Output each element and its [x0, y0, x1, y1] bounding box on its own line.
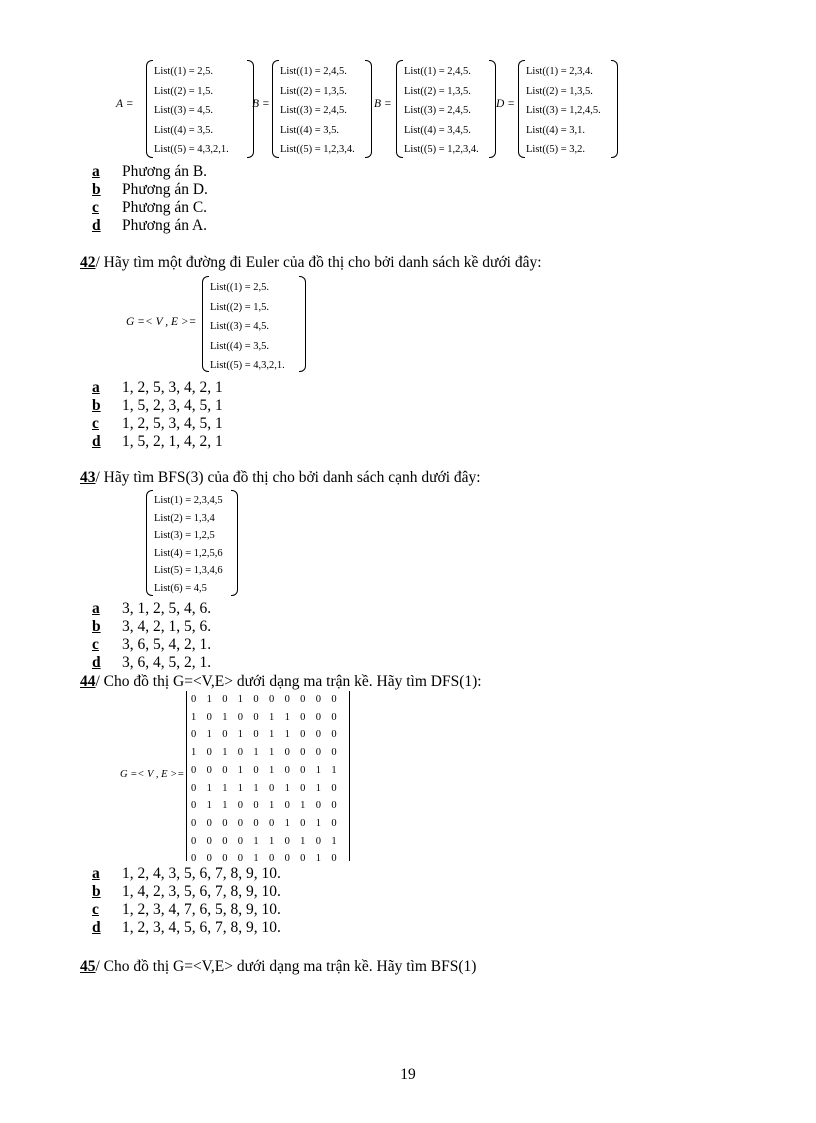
matrix-cell: 0 — [284, 694, 290, 705]
matrix-cell: 0 — [284, 747, 290, 759]
q42-option-c[interactable]: c 1, 2, 5, 3, 4, 5, 1 — [92, 415, 223, 432]
matrix-cell: 0 — [206, 817, 212, 829]
q41-option-c[interactable]: c Phương án C. — [92, 199, 208, 216]
set-c-row: List((1) = 2,4,5. — [404, 66, 471, 77]
matrix-cell: 1 — [331, 835, 337, 847]
matrix-cell: 0 — [253, 817, 259, 829]
q45-question: 45/ Cho đồ thị G=<V,E> dưới dạng ma trận kề. Hãy tìm BFS(1) — [80, 958, 477, 975]
matrix-cell: 1 — [222, 800, 228, 812]
q43-option-a[interactable]: a 3, 1, 2, 5, 4, 6. — [92, 600, 212, 617]
matrix-cell: 0 — [237, 800, 244, 812]
matrix-cell: 1 — [222, 782, 228, 794]
matrix-cell: 0 — [206, 711, 212, 723]
q43-row: List(4) = 1,2,5,6 — [154, 547, 223, 559]
q44-question: 44/ Cho đồ thị G=<V,E> dưới dạng ma trận kề. Hãy tìm DFS(1): — [80, 673, 482, 690]
matrix-cell: 1 — [253, 853, 259, 865]
matrix-cell: 0 — [268, 817, 275, 829]
set-d-row: List((3) = 1,2,4,5. — [526, 105, 601, 116]
matrix-cell: 0 — [300, 782, 306, 794]
q41-option-d[interactable]: d Phương án A. — [92, 217, 208, 234]
set-d-row: List((1) = 2,3,4. — [526, 66, 593, 77]
matrix-cell: 1 — [315, 782, 321, 794]
set-a — [146, 60, 254, 158]
q42-row: List((4) = 3,5. — [210, 340, 269, 352]
matrix-cell: 0 — [315, 694, 321, 705]
q42-adjacency-list — [202, 276, 306, 372]
set-d — [518, 60, 618, 158]
matrix-cell: 1 — [268, 747, 275, 759]
matrix-cell: 1 — [268, 764, 275, 776]
matrix-cell: 1 — [253, 782, 259, 794]
matrix-row — [191, 833, 349, 851]
matrix-cell: 0 — [268, 694, 275, 705]
matrix-cell: 0 — [191, 782, 197, 794]
q42-row: List((5) = 4,3,2,1. — [210, 360, 285, 371]
matrix-cell: 0 — [331, 711, 337, 723]
matrix-row — [191, 797, 349, 815]
matrix-cell: 0 — [300, 764, 306, 776]
matrix-cell: 1 — [206, 729, 212, 741]
matrix-cell: 0 — [222, 835, 228, 847]
matrix-cell: 0 — [237, 747, 244, 759]
matrix-row — [191, 762, 349, 780]
set-a-row: List((1) = 2,5. — [154, 66, 213, 77]
matrix-cell: 0 — [237, 817, 244, 829]
matrix-cell: 1 — [222, 747, 228, 759]
q43-row: List(1) = 2,3,4,5 — [154, 495, 223, 506]
q42-option-d[interactable]: d 1, 5, 2, 1, 4, 2, 1 — [92, 433, 223, 450]
matrix-cell: 0 — [300, 694, 306, 705]
matrix-row — [191, 691, 349, 709]
matrix-cell: 0 — [284, 835, 290, 847]
matrix-cell: 1 — [268, 729, 275, 741]
q42-option-b[interactable]: b 1, 5, 2, 3, 4, 5, 1 — [92, 397, 223, 414]
q43-row: List(2) = 1,3,4 — [154, 512, 215, 524]
matrix-cell: 0 — [331, 853, 337, 865]
set-b — [272, 60, 372, 158]
matrix-cell: 0 — [191, 835, 197, 847]
set-c-row: List((3) = 2,4,5. — [404, 105, 471, 116]
matrix-cell: 0 — [300, 853, 306, 865]
q42-row: List((3) = 4,5. — [210, 321, 269, 332]
matrix-cell: 0 — [253, 800, 259, 812]
q43-question: 43/ Hãy tìm BFS(3) của đồ thị cho bởi danh sách cạnh dưới đây: — [80, 469, 481, 486]
matrix-cell: 0 — [300, 747, 306, 759]
matrix-cell: 0 — [268, 782, 275, 794]
set-b-row: List((1) = 2,4,5. — [280, 66, 347, 77]
matrix-cell: 1 — [268, 800, 275, 812]
matrix-cell: 1 — [237, 782, 244, 794]
q43-option-c[interactable]: c 3, 6, 5, 4, 2, 1. — [92, 636, 212, 653]
matrix-row — [191, 726, 349, 744]
matrix-cell: 1 — [284, 711, 290, 723]
matrix-cell: 1 — [315, 817, 321, 829]
matrix-cell: 0 — [331, 817, 337, 829]
set-c — [396, 60, 496, 158]
q41-option-b[interactable]: b Phương án D. — [92, 181, 208, 198]
matrix-cell: 0 — [237, 711, 244, 723]
set-a-row: List((3) = 4,5. — [154, 105, 213, 116]
set-a-row: List((4) = 3,5. — [154, 124, 213, 136]
matrix-cell: 0 — [300, 817, 306, 829]
matrix-cell: 0 — [268, 853, 275, 865]
q43-edge-list — [146, 490, 238, 596]
q44-adjacency-matrix — [186, 691, 350, 865]
set-c-row: List((5) = 1,2,3,4. — [404, 144, 479, 155]
matrix-cell: 1 — [300, 835, 306, 847]
page-number: 19 — [400, 1066, 416, 1083]
set-a-row: List((5) = 4,3,2,1. — [154, 144, 229, 155]
set-label-d: D = — [496, 98, 515, 110]
set-b-row: List((5) = 1,2,3,4. — [280, 144, 355, 155]
matrix-cell: 1 — [222, 711, 228, 723]
matrix-cell: 0 — [315, 800, 321, 812]
matrix-cell: 1 — [237, 764, 244, 776]
matrix-cell: 0 — [315, 729, 321, 741]
matrix-cell: 0 — [331, 782, 337, 794]
matrix-cell: 0 — [300, 711, 306, 723]
matrix-cell: 0 — [253, 694, 259, 705]
matrix-cell: 1 — [237, 694, 244, 705]
q44-option-d[interactable]: d 1, 2, 3, 4, 5, 6, 7, 8, 9, 10. — [92, 919, 281, 936]
matrix-cell: 0 — [206, 835, 212, 847]
q44-option-a[interactable]: a 1, 2, 4, 3, 5, 6, 7, 8, 9, 10. — [92, 865, 281, 882]
matrix-cell: 1 — [300, 800, 306, 812]
matrix-cell: 0 — [206, 747, 212, 759]
q42-option-a[interactable]: a 1, 2, 5, 3, 4, 2, 1 — [92, 379, 223, 396]
matrix-cell: 1 — [331, 764, 337, 776]
matrix-cell: 0 — [191, 729, 197, 741]
q44-option-b[interactable]: b 1, 4, 2, 3, 5, 6, 7, 8, 9, 10. — [92, 883, 281, 900]
set-b-row: List((3) = 2,4,5. — [280, 105, 347, 116]
matrix-cell: 1 — [284, 782, 290, 794]
matrix-cell: 0 — [222, 729, 228, 741]
set-a-row: List((2) = 1,5. — [154, 85, 213, 97]
q42-question: 42/ Hãy tìm một đường đi Euler của đồ thị cho bởi danh sách kề dưới đây: — [80, 254, 542, 271]
matrix-cell: 0 — [191, 853, 197, 865]
matrix-cell: 0 — [253, 729, 259, 741]
matrix-cell: 1 — [191, 747, 197, 759]
matrix-cell: 0 — [284, 800, 290, 812]
q42-graph-label: G =< V , E >= — [126, 316, 197, 328]
matrix-cell: 0 — [191, 694, 197, 705]
q43-option-b[interactable]: b 3, 4, 2, 1, 5, 6. — [92, 618, 212, 635]
matrix-cell: 0 — [191, 800, 197, 812]
q42-row: List((2) = 1,5. — [210, 301, 269, 313]
matrix-cell: 0 — [222, 694, 228, 705]
matrix-cell: 1 — [315, 853, 321, 865]
matrix-cell: 0 — [300, 729, 306, 741]
matrix-cell: 1 — [253, 747, 259, 759]
set-b-row: List((2) = 1,3,5. — [280, 85, 347, 97]
matrix-cell: 0 — [315, 711, 321, 723]
set-label-c: B = — [374, 98, 392, 110]
q43-row: List(6) = 4,5 — [154, 582, 207, 594]
matrix-cell: 0 — [253, 764, 259, 776]
matrix-cell: 1 — [191, 711, 197, 723]
matrix-cell: 0 — [284, 853, 290, 865]
matrix-cell: 0 — [315, 747, 321, 759]
q42-row: List((1) = 2,5. — [210, 282, 269, 293]
matrix-cell: 0 — [331, 729, 337, 741]
matrix-cell: 1 — [206, 782, 212, 794]
matrix-cell: 0 — [191, 817, 197, 829]
set-d-row: List((4) = 3,1. — [526, 124, 585, 136]
set-label-b: B = — [252, 98, 270, 110]
matrix-cell: 1 — [284, 729, 290, 741]
matrix-row — [191, 815, 349, 833]
set-d-row: List((5) = 3,2. — [526, 144, 585, 155]
matrix-row — [191, 744, 349, 762]
q43-option-d[interactable]: d 3, 6, 4, 5, 2, 1. — [92, 654, 212, 671]
matrix-cell: 0 — [222, 764, 228, 776]
q43-row: List(5) = 1,3,4,6 — [154, 565, 223, 576]
matrix-cell: 0 — [237, 835, 244, 847]
matrix-cell: 1 — [206, 694, 212, 705]
matrix-cell: 0 — [237, 853, 244, 865]
matrix-cell: 0 — [331, 747, 337, 759]
matrix-cell: 0 — [315, 835, 321, 847]
matrix-cell: 1 — [315, 764, 321, 776]
set-label-a: A = — [116, 98, 134, 110]
q44-option-c[interactable]: c 1, 2, 3, 4, 7, 6, 5, 8, 9, 10. — [92, 901, 281, 918]
matrix-cell: 0 — [222, 817, 228, 829]
set-c-row: List((2) = 1,3,5. — [404, 85, 471, 97]
matrix-cell: 0 — [284, 764, 290, 776]
matrix-cell: 1 — [268, 711, 275, 723]
matrix-cell: 1 — [237, 729, 244, 741]
matrix-row — [191, 709, 349, 727]
matrix-cell: 0 — [331, 800, 337, 812]
matrix-cell: 1 — [253, 835, 259, 847]
q44-graph-label: G =< V , E >= — [120, 769, 185, 780]
set-b-row: List((4) = 3,5. — [280, 124, 339, 136]
q43-row: List(3) = 1,2,5 — [154, 530, 215, 541]
matrix-cell: 1 — [284, 817, 290, 829]
matrix-cell: 0 — [191, 764, 197, 776]
matrix-cell: 1 — [268, 835, 275, 847]
q41-option-a[interactable]: a Phương án B. — [92, 163, 208, 180]
matrix-cell: 0 — [206, 853, 212, 865]
matrix-cell: 0 — [331, 694, 337, 705]
matrix-cell: 1 — [206, 800, 212, 812]
set-d-row: List((2) = 1,3,5. — [526, 85, 593, 97]
matrix-cell: 0 — [253, 711, 259, 723]
matrix-cell: 0 — [222, 853, 228, 865]
set-c-row: List((4) = 3,4,5. — [404, 124, 471, 136]
matrix-cell: 0 — [206, 764, 212, 776]
matrix-row — [191, 780, 349, 798]
